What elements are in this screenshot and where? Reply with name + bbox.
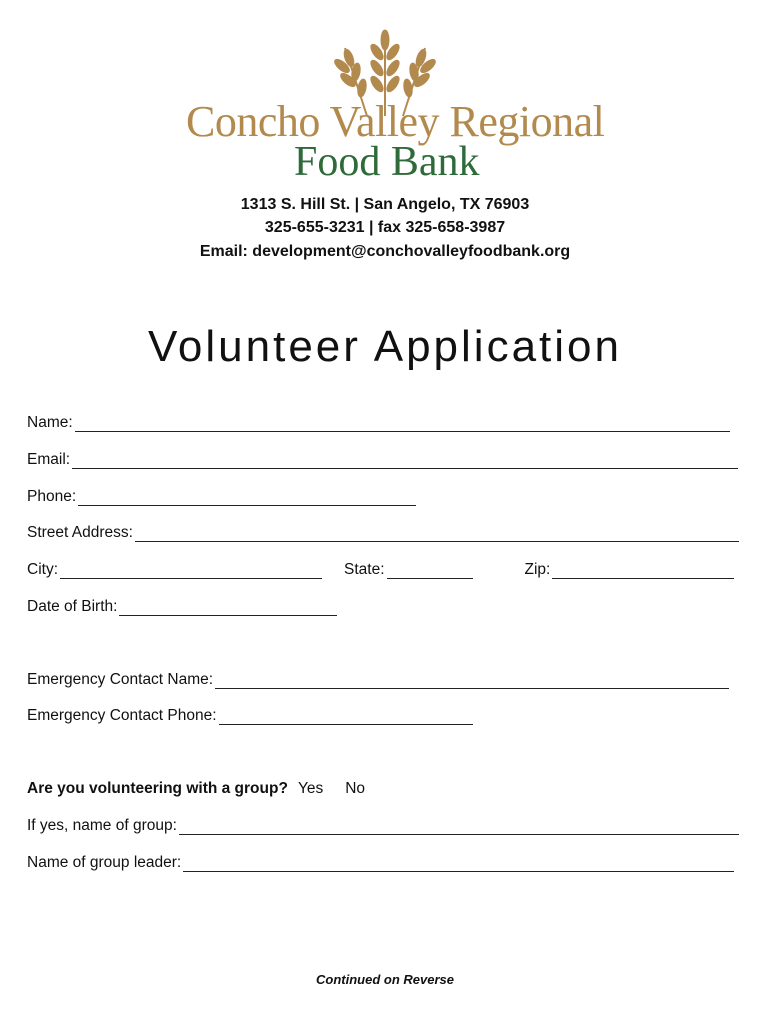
ec-phone-row bbox=[27, 707, 473, 725]
dob-field[interactable] bbox=[119, 600, 337, 616]
street-label: Street Address: bbox=[27, 524, 133, 541]
city-state-zip-row bbox=[27, 561, 734, 579]
dob-row bbox=[27, 598, 337, 616]
state-field[interactable] bbox=[387, 563, 473, 579]
name-row bbox=[27, 414, 730, 432]
continued-note: Continued on Reverse bbox=[316, 972, 454, 987]
group-name-label: If yes, name of group: bbox=[27, 817, 177, 834]
ec-name-label: Emergency Contact Name: bbox=[27, 671, 214, 688]
org-name-line1: Concho Valley Regional bbox=[186, 97, 605, 146]
no-option[interactable]: No bbox=[345, 780, 366, 797]
group-name-row bbox=[27, 817, 739, 835]
group-question-row bbox=[27, 780, 365, 798]
email-field[interactable] bbox=[72, 453, 738, 469]
phone-fax: 325-655-3231 | fax 325-658-3987 bbox=[264, 219, 506, 236]
phone-field[interactable] bbox=[78, 490, 416, 506]
street-row bbox=[27, 524, 739, 542]
address: 1313 S. Hill St. | San Angelo, TX 76903 bbox=[240, 196, 530, 213]
ec-phone-field[interactable] bbox=[219, 709, 473, 725]
phone-label: Phone: bbox=[27, 488, 77, 505]
yes-option[interactable]: Yes bbox=[297, 780, 324, 797]
group-name-field[interactable] bbox=[179, 819, 739, 835]
email-contact: Email: development@conchovalleyfoodbank.org bbox=[199, 243, 571, 260]
email-row bbox=[27, 451, 738, 469]
zip-label: Zip: bbox=[524, 561, 551, 578]
ec-name-row bbox=[27, 671, 729, 689]
name-field[interactable] bbox=[75, 416, 730, 432]
page-title: Volunteer Application bbox=[148, 322, 622, 371]
state-label: State: bbox=[344, 561, 385, 578]
group-question: Are you volunteering with a group? bbox=[27, 780, 288, 797]
zip-field[interactable] bbox=[552, 563, 734, 579]
dob-label: Date of Birth: bbox=[27, 598, 118, 615]
email-label: Email: bbox=[27, 451, 71, 468]
ec-phone-label: Emergency Contact Phone: bbox=[27, 707, 217, 724]
ec-name-field[interactable] bbox=[215, 673, 729, 689]
city-field[interactable] bbox=[60, 563, 322, 579]
group-leader-row bbox=[27, 854, 734, 872]
group-leader-field[interactable] bbox=[183, 856, 734, 872]
name-label: Name: bbox=[27, 414, 73, 431]
city-label: City: bbox=[27, 561, 58, 578]
phone-row bbox=[27, 488, 416, 506]
org-name-line2: Food Bank bbox=[294, 139, 480, 185]
street-field[interactable] bbox=[135, 526, 739, 542]
group-leader-label: Name of group leader: bbox=[27, 854, 182, 871]
